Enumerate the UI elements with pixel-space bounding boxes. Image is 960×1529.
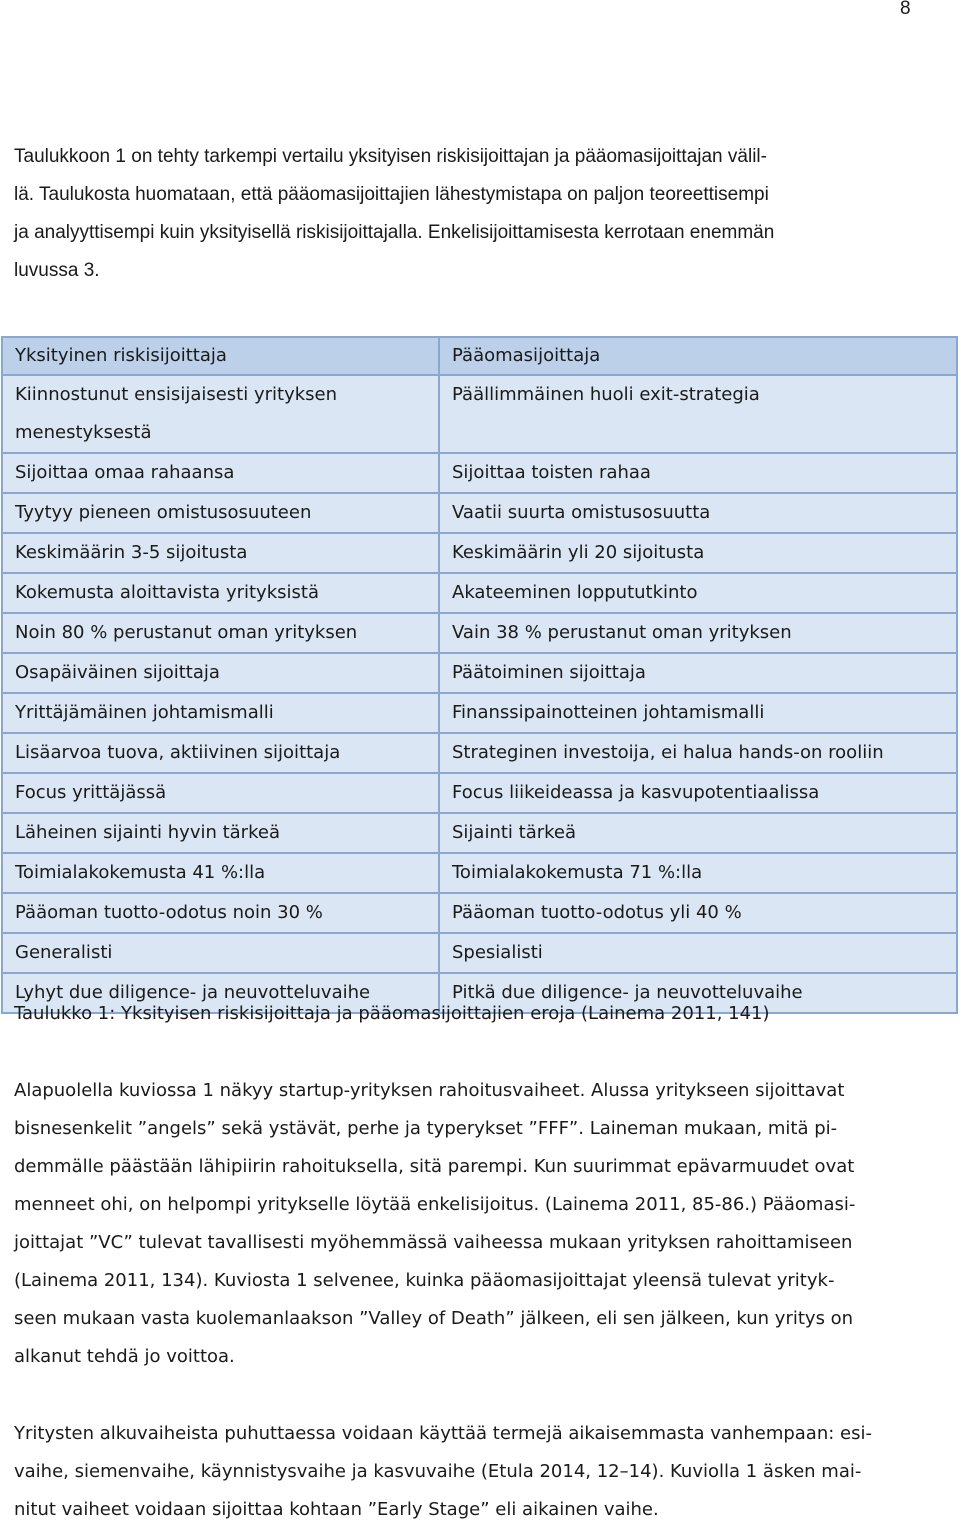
- table-row: [2, 653, 957, 693]
- table-cell: Toimialakokemusta 71 %:lla: [439, 853, 957, 893]
- table-cell: Kiinnostunut ensisijaisesti yrityksen menestyksestä: [2, 375, 439, 453]
- table-header-cell: Pääomasijoittaja: [439, 337, 957, 375]
- table-row: [2, 613, 957, 653]
- table-row: [2, 893, 957, 933]
- table-row: [2, 733, 957, 773]
- table-row: [2, 813, 957, 853]
- table-cell: Sijoittaa toisten rahaa: [439, 453, 957, 493]
- table-cell: Päätoiminen sijoittaja: [439, 653, 957, 693]
- table-cell: Strateginen investoija, ei halua hands-on rooliin: [439, 733, 957, 773]
- table-row: [2, 773, 957, 813]
- table-cell: Keskimäärin 3-5 sijoitusta: [2, 533, 439, 573]
- table-row: [2, 375, 957, 453]
- table-row: [2, 573, 957, 613]
- table-cell: Akateeminen loppututkinto: [439, 573, 957, 613]
- paragraph-line: Alapuolella kuviossa 1 näkyy startup-yrityksen rahoitusvaiheet. Alussa yritykseen sijoittavat: [14, 1080, 845, 1101]
- body-paragraph: [14, 1415, 946, 1529]
- table-cell: Focus yrittäjässä: [2, 773, 439, 813]
- table-cell: Keskimäärin yli 20 sijoitusta: [439, 533, 957, 573]
- table-row: [2, 533, 957, 573]
- paragraph-line: seen mukaan vasta kuolemanlaakson ”Valley of Death” jälkeen, eli sen jälkeen, kun yritys on: [14, 1308, 854, 1329]
- paragraph-line: (Lainema 2011, 134). Kuviosta 1 selvenee, kuinka pääomasijoittajat yleensä tulevat yrityk-: [14, 1270, 835, 1291]
- table-cell: Vaatii suurta omistusosuutta: [439, 493, 957, 533]
- table-cell: Noin 80 % perustanut oman yrityksen: [2, 613, 439, 653]
- table-row: [2, 933, 957, 973]
- page-number: 8: [900, 0, 911, 19]
- table-cell: Tyytyy pieneen omistusosuuteen: [2, 493, 439, 533]
- table-header-cell: Yksityinen riskisijoittaja: [2, 337, 439, 375]
- table-cell: Spesialisti: [439, 933, 957, 973]
- table-cell: Pääoman tuotto-odotus noin 30 %: [2, 893, 439, 933]
- intro-line: Taulukkoon 1 on tehty tarkempi vertailu yksityisen riskisijoittajan ja pääomasijoittajan välil-: [14, 146, 767, 167]
- table-cell: Pitkä due diligence- ja neuvotteluvaihe: [439, 973, 957, 1013]
- comparison-table: [1, 336, 958, 1014]
- paragraph-line: nitut vaiheet voidaan sijoittaa kohtaan ”Early Stage” eli aikainen vaihe.: [14, 1499, 659, 1520]
- intro-line: ja analyyttisempi kuin yksityisellä riskisijoittajalla. Enkelisijoittamisesta kerrotaan enemmän: [14, 222, 775, 243]
- table-row: [2, 693, 957, 733]
- table-cell: Pääoman tuotto-odotus yli 40 %: [439, 893, 957, 933]
- table-row: [2, 453, 957, 493]
- paragraph-line: Yritysten alkuvaiheista puhuttaessa voidaan käyttää termejä aikaisemmasta vanhempaan: esi-: [14, 1423, 872, 1444]
- intro-line: luvussa 3.: [14, 260, 100, 281]
- body-paragraph: [14, 1072, 946, 1376]
- table-cell: Läheinen sijainti hyvin tärkeä: [2, 813, 439, 853]
- table-cell: Focus liikeideassa ja kasvupotentiaalissa: [439, 773, 957, 813]
- table-cell: Päällimmäinen huoli exit-strategia: [439, 375, 957, 453]
- paragraph-line: vaihe, siemenvaihe, käynnistysvaihe ja kasvuvaihe (Etula 2014, 12–14). Kuviolla 1 äsken mai-: [14, 1461, 862, 1482]
- table-cell: Sijoittaa omaa rahaansa: [2, 453, 439, 493]
- table-cell: Sijainti tärkeä: [439, 813, 957, 853]
- paragraph-line: menneet ohi, on helpompi yritykselle löytää enkelisijoitus. (Lainema 2011, 85-86.) Pääomasi-: [14, 1194, 856, 1215]
- intro-paragraph: [14, 138, 946, 290]
- table-header-row: [2, 337, 957, 375]
- paragraph-line: joittajat ”VC” tulevat tavallisesti myöhemmässä vaiheessa mukaan yrityksen rahoittamiseen: [14, 1232, 853, 1253]
- paragraph-line: bisnesenkelit ”angels” sekä ystävät, perhe ja typerykset ”FFF”. Laineman mukaan, mitä pi-: [14, 1118, 838, 1139]
- table-cell: Yrittäjämäinen johtamismalli: [2, 693, 439, 733]
- table-cell: Vain 38 % perustanut oman yrityksen: [439, 613, 957, 653]
- table-row: [2, 853, 957, 893]
- table-cell: Toimialakokemusta 41 %:lla: [2, 853, 439, 893]
- table-cell: Lisäarvoa tuova, aktiivinen sijoittaja: [2, 733, 439, 773]
- table-cell: Generalisti: [2, 933, 439, 973]
- table-row: [2, 493, 957, 533]
- table-cell: Kokemusta aloittavista yrityksistä: [2, 573, 439, 613]
- table-cell: Finanssipainotteinen johtamismalli: [439, 693, 957, 733]
- paragraph-line: demmälle päästään lähipiirin rahoituksella, sitä parempi. Kun suurimmat epävarmuudet ovat: [14, 1156, 855, 1177]
- table-cell: Lyhyt due diligence- ja neuvotteluvaihe: [2, 973, 439, 1013]
- intro-line: lä. Taulukosta huomataan, että pääomasijoittajien lähestymistapa on paljon teoreettisempi: [14, 184, 769, 205]
- table-caption: Taulukko 1: Yksityisen riskisijoittaja ja pääomasijoittajien eroja (Lainema 2011, 141): [14, 1003, 770, 1024]
- paragraph-line: alkanut tehdä jo voittoa.: [14, 1346, 235, 1367]
- table-cell: Osapäiväinen sijoittaja: [2, 653, 439, 693]
